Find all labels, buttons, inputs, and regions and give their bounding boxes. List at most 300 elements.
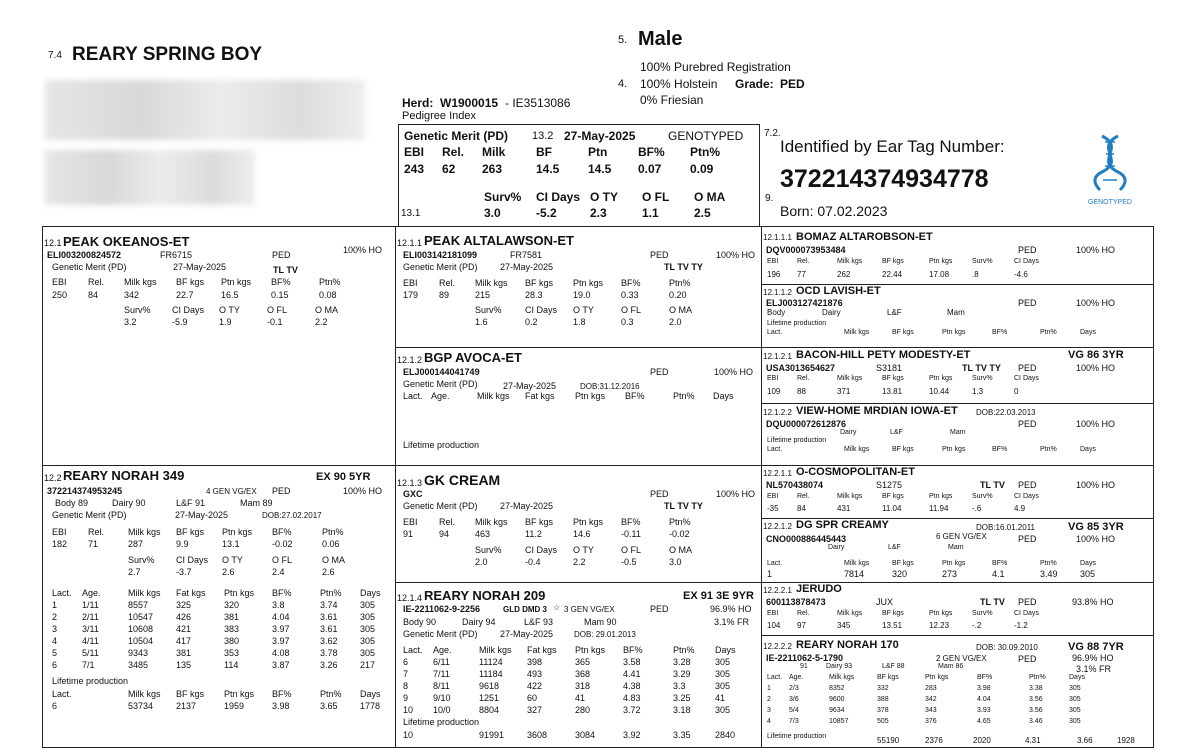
lactation-cell: 305	[360, 624, 376, 634]
ssd-id: ELJ003127421876	[766, 298, 843, 308]
dd-breed-2: 3.1% FR	[714, 617, 750, 627]
col-label: CI Days	[536, 190, 581, 204]
col-label: O TY	[573, 305, 594, 315]
value: 4.1	[992, 569, 1005, 579]
dds-breed: 93.8% HO	[1072, 597, 1114, 607]
lactation-cell: 3.18	[673, 705, 691, 715]
sire-name: PEAK OKEANOS-ET	[63, 234, 190, 249]
lactation-cell: 325	[176, 600, 192, 610]
dss-breed: 100% HO	[1076, 480, 1116, 490]
lactation-cell: 305	[1069, 696, 1081, 703]
ds-value-row-2	[475, 557, 709, 567]
col-label: CI Days	[172, 305, 205, 315]
lactation-cell: 2	[52, 612, 58, 622]
friesian-pct: 0% Friesian	[640, 93, 704, 107]
dam-score: EX 90 5YR	[316, 471, 371, 483]
lactation-cell: 3	[767, 707, 771, 714]
lactation-row	[403, 693, 745, 703]
value: 0.2	[525, 317, 538, 327]
dam-lact-header	[52, 588, 390, 598]
dam-body: Body 89	[55, 498, 89, 508]
value: 3608	[527, 730, 548, 740]
value: 19.0	[573, 290, 591, 300]
lactation-cell: 41	[575, 693, 586, 703]
grid-divider	[395, 582, 761, 583]
col-label: EBI	[403, 517, 418, 527]
col-label: EBI	[767, 375, 779, 382]
lactation-cell: 10857	[829, 718, 849, 725]
ssd-classification-row	[767, 308, 987, 317]
born-date: Born: 07.02.2023	[780, 203, 888, 219]
lactation-cell: 4.04	[977, 696, 991, 703]
dd-score: EX 91 3E 9YR	[683, 590, 754, 602]
col-label: Days	[1080, 560, 1096, 567]
sd-lifetime-label: Lifetime production	[403, 440, 480, 450]
lactation-row	[52, 624, 390, 634]
lactation-cell: 305	[715, 705, 731, 715]
lactation-cell: 3.78	[320, 648, 338, 658]
sss-name: BOMAZ ALTAROBSON-ET	[796, 231, 933, 243]
lactation-cell: 305	[360, 612, 376, 622]
value: 2840	[715, 730, 736, 740]
ds-breed: 100% HO	[716, 489, 756, 499]
merit-status: GENOTYPED	[668, 129, 744, 143]
value: 6	[52, 701, 58, 711]
dam-header-row	[52, 527, 362, 537]
col-label: Ptn kgs	[929, 258, 953, 265]
sd-gm-label: Genetic Merit (PD)	[403, 379, 478, 389]
col-label: EBI	[767, 493, 779, 500]
value: 1.8	[573, 317, 586, 327]
col-label: L&F	[890, 429, 903, 436]
lactation-cell: 8557	[128, 600, 149, 610]
value: -35	[767, 504, 779, 513]
value: -0.02	[272, 539, 293, 549]
col-label: Ptn%	[673, 391, 695, 401]
col-label: Surv%	[972, 375, 993, 382]
col-label: L&F	[888, 544, 901, 551]
lactation-cell: 10504	[128, 636, 154, 646]
section-number: 12.1.2.2	[763, 408, 792, 417]
lactation-cell: 381	[176, 648, 192, 658]
col-label: Ptn%	[1040, 446, 1057, 453]
col-label: Ptn%	[673, 645, 695, 655]
dd-grade: PED	[650, 604, 669, 614]
dna-icon	[1080, 132, 1140, 194]
col-label: Days	[360, 588, 381, 598]
star-icon: ☆	[553, 603, 561, 612]
sire-id: ELI003200824572	[47, 250, 122, 260]
lactation-cell: 1	[52, 600, 58, 610]
col-label: O FL	[272, 555, 293, 565]
lactation-cell: 9634	[829, 707, 845, 714]
col-label: BF kgs	[525, 278, 554, 288]
ddd-lifetime-values	[877, 736, 1147, 745]
ds-name: GK CREAM	[424, 472, 501, 488]
dss-name: O-COSMOPOLITAN-ET	[796, 466, 915, 478]
col-label: Ptn%	[319, 277, 341, 287]
lactation-cell: 5/11	[82, 648, 99, 658]
lactation-row	[767, 696, 1099, 703]
ddd-grade: PED	[1018, 654, 1037, 664]
lactation-cell: 4.65	[977, 718, 991, 725]
col-label: O FL	[621, 545, 642, 555]
genotyped-logo	[1080, 132, 1140, 207]
value: 9.9	[176, 539, 189, 549]
col-label: Rel.	[439, 278, 456, 288]
lactation-cell: 10547	[128, 612, 154, 622]
dss-id: NL570438074	[766, 480, 824, 490]
col-label: Ptn	[588, 145, 608, 159]
lactation-cell: 5	[52, 648, 58, 658]
lactation-cell: 7/3	[789, 718, 799, 725]
col-label: BF%	[625, 391, 645, 401]
dss-grade: PED	[1018, 480, 1037, 490]
dsd-breed: 100% HO	[1076, 534, 1116, 544]
lactation-cell: 8804	[479, 705, 500, 715]
col-label: BF kgs	[892, 329, 914, 336]
sss-header-row	[767, 258, 1054, 265]
value: -0.1	[267, 317, 283, 327]
grade-label: Grade:	[735, 77, 774, 91]
value: 2.0	[669, 317, 682, 327]
col-label: Lact.	[767, 560, 783, 567]
value: 3.66	[1077, 736, 1093, 745]
dd-dob: DOB: 29.01.2013	[574, 630, 636, 639]
ss-name: PEAK ALTALAWSON-ET	[424, 233, 574, 248]
lactation-cell: 3.72	[623, 705, 641, 715]
dd-gm-label: Genetic Merit (PD)	[403, 629, 478, 639]
col-label: Ptn kgs	[222, 527, 253, 537]
value: 53734	[128, 701, 154, 711]
lactation-row	[403, 681, 745, 691]
dd-mam: Mam 90	[584, 617, 617, 627]
value: 109	[767, 387, 781, 396]
col-label: 91	[800, 663, 808, 670]
col-label: Days	[715, 645, 736, 655]
lactation-cell: 368	[575, 669, 591, 679]
dsd-lact-header	[767, 560, 1110, 567]
col-label: CI Days	[176, 555, 209, 565]
col-label: BF%	[992, 446, 1008, 453]
dam-mam: Mam 89	[240, 498, 273, 508]
lactation-cell: 378	[877, 707, 889, 714]
col-label: BF%	[271, 277, 291, 287]
col-label: L&F	[887, 308, 902, 317]
lactation-cell: 10	[403, 705, 414, 715]
col-label: Lact.	[403, 391, 423, 401]
ddd-score: VG 88 7YR	[1068, 641, 1124, 653]
value: -1.2	[1014, 621, 1028, 630]
ddd-breed-1: 96.9% HO	[1072, 653, 1114, 663]
col-label: Fat kgs	[527, 645, 557, 655]
dam-value-row	[52, 539, 362, 549]
value: 14.5	[588, 162, 612, 176]
col-label: Ptn kgs	[575, 391, 606, 401]
value: 273	[942, 569, 958, 579]
redacted-area-2	[45, 150, 255, 205]
section-number: 12.2	[44, 473, 62, 483]
col-label: Rel.	[797, 375, 810, 382]
herd-ie: - IE3513086	[505, 96, 571, 110]
value: -.2	[972, 621, 982, 630]
col-label: O MA	[669, 545, 693, 555]
col-label: Ptn kgs	[221, 277, 252, 287]
lactation-cell: 305	[715, 681, 731, 691]
ddd-classification-row	[800, 663, 978, 670]
dsd-dob: DOB:16.01.2011	[976, 523, 1036, 532]
col-label: Ptn%	[322, 527, 344, 537]
section-number: 12.2.1.1	[763, 469, 792, 478]
col-label: BF%	[272, 689, 292, 699]
lactation-row	[403, 657, 745, 667]
col-label: EBI	[767, 258, 779, 265]
value: 16.5	[221, 290, 239, 300]
ss-header-row-2	[475, 305, 709, 315]
lactation-cell: 9600	[829, 696, 845, 703]
sss-grade: PED	[1018, 245, 1037, 255]
col-label: BF kgs	[882, 610, 904, 617]
section-number: 12.2.1.2	[763, 522, 792, 531]
lactation-cell: 280	[575, 705, 591, 715]
value: 463	[475, 529, 491, 539]
lactation-cell: 4.41	[623, 669, 641, 679]
col-label: Surv%	[484, 190, 522, 204]
value: 0	[1014, 387, 1019, 396]
value: 0.06	[322, 539, 340, 549]
dds-code: JUX	[876, 597, 894, 607]
lactation-cell: 305	[360, 636, 376, 646]
sds-score: VG 86 3YR	[1068, 349, 1124, 361]
dsd-id: CNO000886445443	[766, 534, 847, 544]
col-label: Ptn kgs	[929, 493, 953, 500]
lactation-cell: 9	[403, 693, 409, 703]
value: 22.7	[176, 290, 194, 300]
value: 342	[124, 290, 140, 300]
genotyped-logo-text: GENOTYPED	[1088, 199, 1132, 206]
registration: 100% Purebred Registration	[640, 60, 791, 74]
value: 2376	[925, 736, 943, 745]
lactation-cell: 305	[715, 669, 731, 679]
value: 0.08	[319, 290, 337, 300]
dam-breed: 100% HO	[343, 486, 383, 496]
lactation-cell: 305	[1069, 685, 1081, 692]
ss-value-row-2	[475, 317, 709, 327]
ds-tags: TL TV TY	[664, 501, 703, 511]
col-label: BF kgs	[882, 493, 904, 500]
value: 89	[439, 290, 450, 300]
col-label: BF kgs	[892, 560, 914, 567]
ss-code: FR7581	[510, 250, 543, 260]
col-label: BF%	[621, 278, 641, 288]
value: 0.33	[621, 290, 639, 300]
lactation-cell: 7	[403, 669, 409, 679]
value: 3.49	[1040, 569, 1058, 579]
sdd-name: VIEW-HOME MRDIAN IOWA-ET	[796, 405, 958, 417]
lactation-cell: 2/3	[789, 685, 799, 692]
lactation-cell: 3.56	[1029, 707, 1043, 714]
col-label: Mam	[948, 544, 964, 551]
ds-id: GXC	[403, 489, 423, 499]
dd-gm-date: 27-May-2025	[500, 629, 554, 639]
dds-tags: TL TV	[980, 597, 1005, 607]
sdd-breed: 100% HO	[1076, 419, 1116, 429]
col-label: BF%	[623, 645, 643, 655]
dd-gen: 3 GEN VG/EX	[564, 605, 615, 614]
ear-tag-number: 372214374934778	[780, 165, 989, 193]
dam-lifetime-label: Lifetime production	[52, 676, 129, 686]
value: 84	[88, 290, 99, 300]
dd-lifetime-label: Lifetime production	[403, 717, 480, 727]
dam-grade: PED	[272, 486, 291, 496]
dam-gm-label: Genetic Merit (PD)	[52, 510, 127, 520]
lactation-cell: 4.83	[623, 693, 641, 703]
value: 13.81	[882, 387, 903, 396]
lactation-cell: 10/0	[433, 705, 451, 715]
lactation-cell: 417	[176, 636, 192, 646]
col-label: Days	[713, 391, 734, 401]
sdd-grade: PED	[1018, 419, 1037, 429]
lactation-cell: 305	[360, 600, 376, 610]
col-label: Milk kgs	[844, 446, 870, 453]
ddd-dob: DOB: 30.09.2010	[976, 643, 1038, 652]
col-label: BF%	[272, 588, 292, 598]
dam-name: REARY NORAH 349	[63, 468, 185, 483]
ddd-breed-2: 3.1% FR	[1076, 664, 1112, 674]
col-label: Days	[1069, 674, 1085, 681]
lactation-cell: 3/6	[789, 696, 799, 703]
value: 0.3	[621, 317, 634, 327]
col-label: Ptn kgs	[573, 278, 604, 288]
value: 91	[403, 529, 414, 539]
lactation-cell: 11124	[479, 657, 503, 667]
col-label: BF kgs	[176, 277, 205, 287]
value: 182	[52, 539, 68, 549]
grid-divider	[395, 347, 761, 348]
value: 263	[482, 162, 503, 176]
lactation-cell: 9618	[479, 681, 500, 691]
value: 243	[404, 162, 425, 176]
sds-grade: PED	[1018, 363, 1037, 373]
col-label: Ptn kgs	[929, 610, 953, 617]
dd-body: Body 90	[403, 617, 437, 627]
dam-lf: L&F 91	[176, 498, 206, 508]
col-label: Fat kgs	[525, 391, 555, 401]
col-label: Lact.	[403, 645, 423, 655]
value: 250	[52, 290, 68, 300]
value: 12.23	[929, 621, 950, 630]
sds-code: S3181	[876, 363, 903, 373]
col-label: Milk kgs	[124, 277, 157, 287]
col-label: Rel.	[88, 527, 105, 537]
sds-tags: TL TV TY	[962, 363, 1001, 373]
section-number: 12.2.2.1	[763, 586, 792, 595]
dam-id: 372214374953245	[47, 486, 123, 496]
value: 1.1	[642, 206, 659, 220]
sd-lact-header	[403, 391, 743, 401]
dss-code: S1275	[876, 480, 903, 490]
lactation-cell: 305	[715, 657, 731, 667]
value: 287	[128, 539, 144, 549]
lactation-cell: 381	[224, 612, 240, 622]
value: 2.2	[315, 317, 328, 327]
col-label: O FL	[642, 190, 670, 204]
dam-lifetime-header	[52, 689, 390, 699]
dsd-grade: PED	[1018, 534, 1037, 544]
sire-value-row-2	[124, 317, 355, 327]
value: 11.94	[929, 504, 949, 513]
lactation-cell: 305	[360, 648, 376, 658]
sire-header-row-2	[124, 305, 355, 315]
col-label: BF%	[977, 674, 993, 681]
lactation-cell: 3.62	[320, 636, 338, 646]
value: 2.7	[128, 567, 141, 577]
lactation-cell: 9343	[128, 648, 149, 658]
col-label: O FL	[621, 305, 642, 315]
col-label: Rel.	[442, 145, 465, 159]
lactation-row	[52, 660, 390, 670]
ss-grade: PED	[650, 250, 669, 260]
sdd-id: DQU000072612876	[766, 419, 847, 429]
dsd-score: VG 85 3YR	[1068, 521, 1124, 533]
col-label: L&F 88	[882, 663, 905, 670]
grid-divider	[761, 635, 1154, 636]
section-number: 12.2.2.2	[763, 642, 792, 651]
lactation-cell: 365	[575, 657, 591, 667]
value: -4.6	[1014, 270, 1028, 279]
ss-tags: TL TV TY	[664, 262, 703, 272]
col-label: Milk kgs	[477, 391, 510, 401]
col-label: BF kgs	[882, 375, 904, 382]
ddd-name: REARY NORAH 170	[796, 639, 899, 651]
lactation-cell: 2/11	[82, 612, 99, 622]
lactation-cell: 3.61	[320, 624, 338, 634]
col-label: Milk kgs	[837, 610, 863, 617]
value: 0.20	[669, 290, 687, 300]
col-label: Surv%	[972, 258, 993, 265]
lactation-cell: 3.25	[673, 693, 691, 703]
col-label: Lact.	[767, 329, 783, 336]
sds-value-row	[767, 387, 1054, 396]
value: 179	[403, 290, 419, 300]
sdd-lifetime-header	[767, 446, 1110, 453]
lactation-cell: 1	[767, 685, 771, 692]
col-label: Surv%	[475, 305, 502, 315]
grid-divider	[761, 226, 762, 748]
col-label: BF%	[638, 145, 665, 159]
lactation-cell: 305	[1069, 707, 1081, 714]
lactation-cell: 327	[527, 705, 543, 715]
ds-gm-label: Genetic Merit (PD)	[403, 501, 478, 511]
col-label: O MA	[694, 190, 726, 204]
sire-tags: TL TV	[273, 265, 298, 275]
lactation-cell: 11184	[479, 669, 503, 679]
lactation-cell: 3.87	[272, 660, 290, 670]
lactation-cell: 3.56	[1029, 696, 1043, 703]
col-label: Fat kgs	[176, 588, 206, 598]
lactation-row	[52, 600, 390, 610]
ds-grade: PED	[650, 489, 669, 499]
lactation-cell: 4/11	[82, 636, 99, 646]
value: 3084	[575, 730, 596, 740]
redacted-area	[45, 80, 365, 140]
lactation-cell: 3485	[128, 660, 149, 670]
dsd-classification-row	[828, 544, 988, 551]
lactation-cell: 3.28	[673, 657, 691, 667]
lactation-cell: 3.29	[673, 669, 691, 679]
section-number: 12.1.1.2	[763, 288, 792, 297]
value: -0.11	[621, 529, 641, 539]
